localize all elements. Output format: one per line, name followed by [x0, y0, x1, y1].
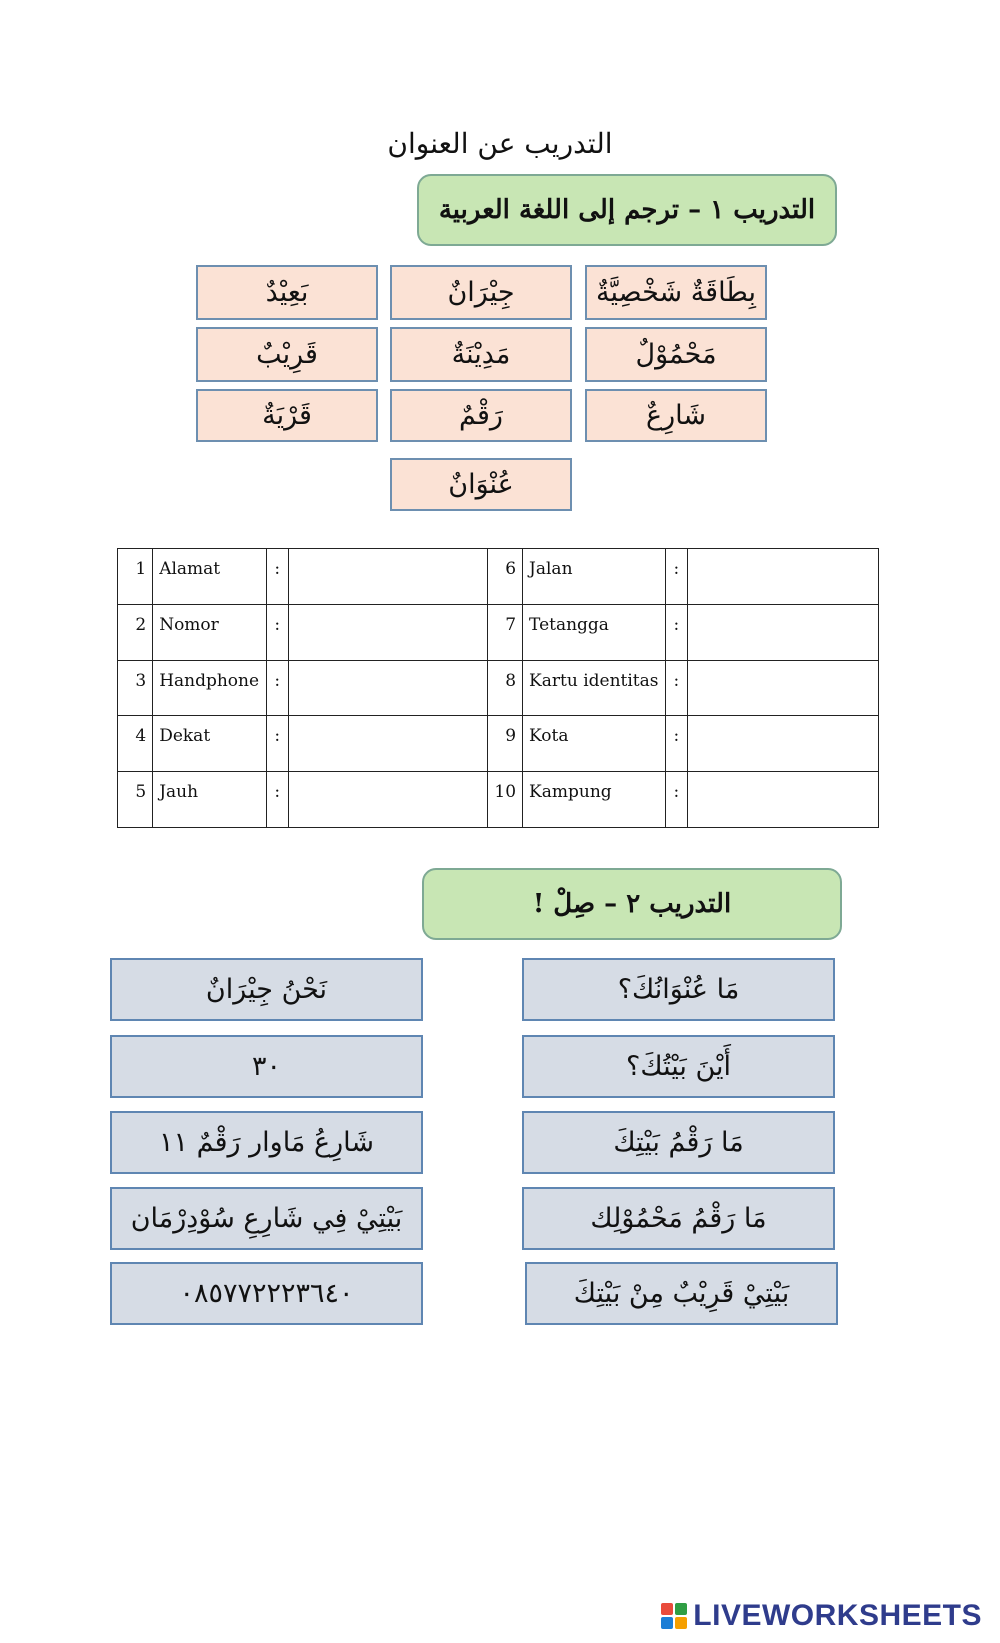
exercise2-header: التدريب ٢ – صِلْ ! [422, 868, 842, 940]
item-word: Alamat [153, 549, 266, 605]
table-row [118, 549, 879, 605]
table-row [118, 772, 879, 828]
item-word: Kampung [523, 772, 666, 828]
answer-cell[interactable] [687, 660, 878, 716]
answer-cell[interactable] [687, 604, 878, 660]
match-question[interactable]: بَيْتِيْ قَرِيْبٌ مِنْ بَيْتِكَ [525, 1262, 838, 1325]
word-tile: شَارِعٌ [585, 389, 767, 442]
match-answer[interactable]: ٣٠ [110, 1035, 423, 1098]
word-tile: عُنْوَانٌ [390, 458, 572, 511]
table-row [118, 604, 879, 660]
match-answer[interactable]: نَحْنُ جِيْرَانٌ [110, 958, 423, 1021]
answer-cell[interactable] [288, 716, 487, 772]
word-tile: مَحْمُوْلٌ [585, 327, 767, 382]
translation-table [117, 548, 879, 828]
item-number: 6 [487, 549, 522, 605]
item-number: 7 [487, 604, 522, 660]
liveworksheets-logo-icon [661, 1603, 687, 1629]
watermark-text: LIVEWORKSHEETS [693, 1599, 982, 1632]
colon: : [266, 660, 288, 716]
item-word: Kartu identitas [523, 660, 666, 716]
answer-cell[interactable] [687, 772, 878, 828]
table-row [118, 660, 879, 716]
item-number: 3 [118, 660, 153, 716]
answer-cell[interactable] [288, 660, 487, 716]
item-number: 8 [487, 660, 522, 716]
colon: : [665, 549, 687, 605]
word-tile: مَدِيْنَةٌ [390, 327, 572, 382]
answer-cell[interactable] [288, 604, 487, 660]
colon: : [665, 660, 687, 716]
colon: : [266, 549, 288, 605]
liveworksheets-logo [661, 1598, 982, 1634]
item-word: Dekat [153, 716, 266, 772]
answer-cell[interactable] [687, 549, 878, 605]
word-tile: بَعِيْدٌ [196, 265, 378, 320]
item-number: 1 [118, 549, 153, 605]
colon: : [266, 772, 288, 828]
item-word: Tetangga [523, 604, 666, 660]
word-tile: بِطَاقَةٌ شَخْصِيَّةٌ [585, 265, 767, 320]
colon: : [665, 716, 687, 772]
item-number: 4 [118, 716, 153, 772]
match-question[interactable]: مَا رَقْمُ بَيْتِكَ [522, 1111, 835, 1174]
word-tile: قَرِيْبٌ [196, 327, 378, 382]
answer-cell[interactable] [288, 772, 487, 828]
item-word: Nomor [153, 604, 266, 660]
match-question[interactable]: مَا عُنْوَانُكَ؟ [522, 958, 835, 1021]
answer-cell[interactable] [687, 716, 878, 772]
item-number: 9 [487, 716, 522, 772]
item-word: Handphone [153, 660, 266, 716]
match-answer[interactable]: بَيْتِيْ فِي شَارِعِ سُوْدِرْمَان [110, 1187, 423, 1250]
item-word: Jauh [153, 772, 266, 828]
colon: : [266, 604, 288, 660]
word-tile: رَقْمٌ [390, 389, 572, 442]
match-question[interactable]: مَا رَقْمُ مَحْمُوْلِك [522, 1187, 835, 1250]
colon: : [665, 604, 687, 660]
item-word: Jalan [523, 549, 666, 605]
page-title: التدريب عن العنوان [387, 127, 613, 160]
table-row [118, 716, 879, 772]
match-answer[interactable]: شَارِعُ مَاوار رَقْمٌ ١١ [110, 1111, 423, 1174]
match-answer[interactable]: ٠٨٥٧٧٢٢٢٣٦٤٠ [110, 1262, 423, 1325]
item-number: 2 [118, 604, 153, 660]
exercise1-header: التدريب ١ – ترجم إلى اللغة العربية [417, 174, 837, 246]
colon: : [266, 716, 288, 772]
word-tile: قَرْيَةٌ [196, 389, 378, 442]
answer-cell[interactable] [288, 549, 487, 605]
word-tile: جِيْرَانٌ [390, 265, 572, 320]
colon: : [665, 772, 687, 828]
item-word: Kota [523, 716, 666, 772]
item-number: 5 [118, 772, 153, 828]
match-question[interactable]: أَيْنَ بَيْتُكَ؟ [522, 1035, 835, 1098]
item-number: 10 [487, 772, 522, 828]
